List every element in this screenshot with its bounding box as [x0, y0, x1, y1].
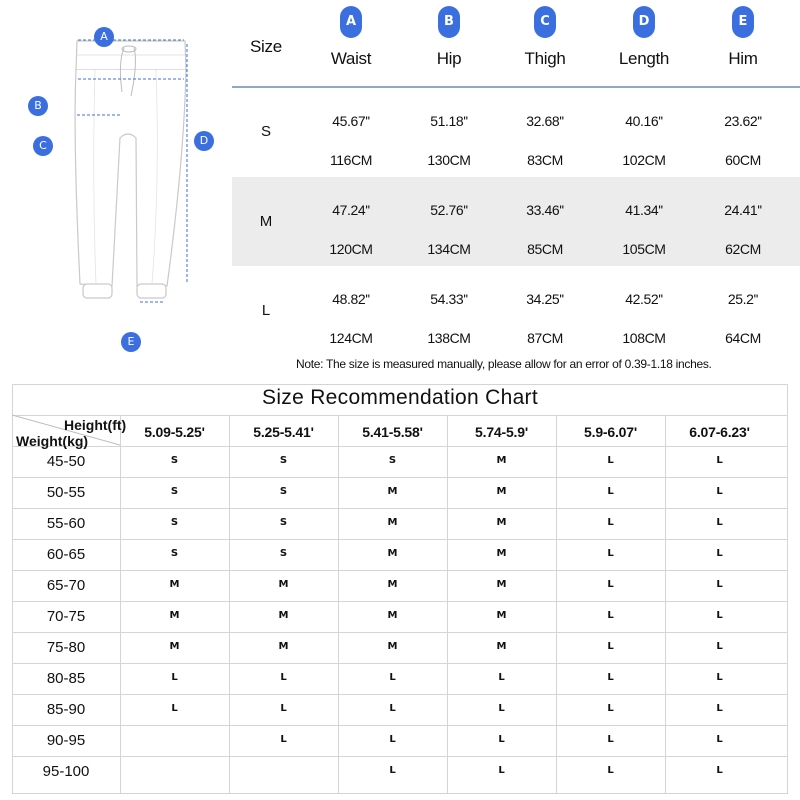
column-header-length [595, 0, 693, 69]
weight-range: 75-80 [46, 639, 86, 656]
cell-cm: 108CM [622, 330, 666, 346]
recommended-size: L [607, 517, 614, 528]
recommended-size: L [716, 610, 723, 621]
recommended-size: L [498, 765, 505, 776]
recommended-size: S [279, 455, 288, 466]
weight-range: 65-70 [46, 577, 86, 594]
column-name-length: Length [618, 49, 670, 68]
mark-c: C [33, 136, 53, 156]
weight-range: 45-50 [46, 453, 86, 470]
recommended-size: L [716, 548, 723, 559]
column-name-waist: Waist [330, 49, 372, 68]
recommended-size: M [387, 517, 398, 528]
grid-line [12, 508, 788, 509]
cell-inches: 45.67'' [332, 113, 370, 129]
cell-cm: 105CM [622, 241, 666, 257]
weight-range: 85-90 [46, 701, 86, 718]
column-letter-a: A [340, 6, 362, 38]
grid-line [12, 632, 788, 633]
cell-inches: 47.24'' [332, 202, 370, 218]
recommended-size: S [170, 548, 179, 559]
pants-illustration [0, 0, 232, 360]
mark-b: B [28, 96, 48, 116]
cell-cm: 64CM [725, 330, 761, 346]
recommended-size: S [170, 517, 179, 528]
recommended-size: M [496, 517, 507, 528]
weight-range: 50-55 [46, 484, 86, 501]
size-row-l [232, 266, 800, 355]
recommended-size: S [388, 455, 397, 466]
recommended-size: S [170, 455, 179, 466]
recommended-size: L [389, 734, 396, 745]
recommended-size: M [387, 579, 398, 590]
cell-cm: 124CM [329, 330, 373, 346]
column-name-him: Him [728, 49, 758, 68]
size-label-s: S [260, 123, 271, 140]
grid-line [12, 601, 788, 602]
recommended-size: M [496, 548, 507, 559]
recommended-size: L [389, 765, 396, 776]
recommended-size: L [607, 486, 614, 497]
cell-inches: 54.33'' [430, 291, 468, 307]
cell-inches: 42.52'' [625, 291, 663, 307]
recommended-size: L [498, 672, 505, 683]
size-label-l: L [261, 302, 271, 319]
recommended-size: L [716, 579, 723, 590]
recommended-size: S [279, 486, 288, 497]
recommended-size: L [716, 765, 723, 776]
cell-cm: 130CM [427, 152, 471, 168]
cell-inches: 24.41'' [724, 202, 762, 218]
recommended-size: L [716, 455, 723, 466]
recommended-size: M [278, 579, 289, 590]
recommended-size: L [389, 703, 396, 714]
grid-line [120, 415, 121, 794]
recommended-size: L [607, 455, 614, 466]
cell-cm: 102CM [622, 152, 666, 168]
cell-inches: 23.62'' [724, 113, 762, 129]
cell-cm: 116CM [329, 152, 373, 168]
recommended-size: M [387, 486, 398, 497]
size-row-s [232, 88, 800, 177]
recommended-size: L [716, 486, 723, 497]
height-range: 6.07-6.23' [689, 424, 750, 440]
weight-range: 60-65 [46, 546, 86, 563]
grid-line [12, 539, 788, 540]
grid-line [12, 694, 788, 695]
recommended-size: L [607, 765, 614, 776]
cell-cm: 134CM [427, 241, 471, 257]
recommended-size: L [607, 734, 614, 745]
cell-inches: 51.18'' [430, 113, 468, 129]
recommended-size: L [716, 672, 723, 683]
measurement-note: Note: The size is measured manually, please allow for an error of 0.39-1.18 inches. [296, 357, 712, 371]
cell-cm: 138CM [427, 330, 471, 346]
column-letter-d: D [633, 6, 655, 38]
weight-axis-label: Weight(kg) [16, 433, 89, 449]
recommended-size: L [607, 610, 614, 621]
cell-inches: 33.46'' [526, 202, 564, 218]
grid-line [12, 570, 788, 571]
cell-cm: 120CM [329, 241, 373, 257]
column-name-thigh: Thigh [524, 49, 566, 68]
cell-cm: 62CM [725, 241, 761, 257]
recommended-size: M [387, 548, 398, 559]
weight-range: 80-85 [46, 670, 86, 687]
size-recommendation-chart [12, 384, 788, 794]
recommended-size: L [607, 672, 614, 683]
cell-inches: 34.25'' [526, 291, 564, 307]
height-axis-label: Height(ft) [64, 417, 127, 433]
grid-line [12, 477, 788, 478]
column-letter-c: C [534, 6, 556, 38]
column-header-waist [302, 0, 400, 69]
recommended-size: M [278, 641, 289, 652]
mark-a: A [94, 27, 114, 47]
recommended-size: M [387, 610, 398, 621]
weight-range: 90-95 [46, 732, 86, 749]
recommended-size: L [498, 703, 505, 714]
recommended-size: M [169, 579, 180, 590]
recommended-size: M [169, 641, 180, 652]
height-range: 5.74-5.9' [475, 424, 528, 440]
height-range: 5.09-5.25' [144, 424, 205, 440]
height-range: 5.41-5.58' [362, 424, 423, 440]
recommended-size: M [496, 579, 507, 590]
mark-d: D [194, 131, 214, 151]
recommended-size: S [279, 548, 288, 559]
column-letter-e: E [732, 6, 754, 38]
height-range: 5.25-5.41' [253, 424, 314, 440]
cell-cm: 85CM [527, 241, 563, 257]
cell-cm: 60CM [725, 152, 761, 168]
recommended-size: L [607, 703, 614, 714]
recommended-size: L [716, 517, 723, 528]
grid-line [12, 725, 788, 726]
mark-e: E [121, 332, 141, 352]
recommended-size: L [171, 703, 178, 714]
recommended-size: M [496, 610, 507, 621]
cell-inches: 41.34'' [625, 202, 663, 218]
recommended-size: M [496, 455, 507, 466]
grid-line [12, 663, 788, 664]
recommended-size: S [170, 486, 179, 497]
cell-inches: 25.2'' [727, 291, 759, 307]
recommended-size: L [389, 672, 396, 683]
column-letter-b: B [438, 6, 460, 38]
recommended-size: L [716, 703, 723, 714]
cell-inches: 32.68'' [526, 113, 564, 129]
recommended-size: L [171, 672, 178, 683]
recommended-size: L [607, 641, 614, 652]
chart-title: Size Recommendation Chart [262, 386, 538, 409]
column-header-thigh [496, 0, 594, 69]
height-range: 5.9-6.07' [584, 424, 637, 440]
size-column-header: Size [250, 37, 282, 56]
cell-inches: 48.82'' [332, 291, 370, 307]
recommended-size: S [279, 517, 288, 528]
recommended-size: L [716, 734, 723, 745]
cell-inches: 40.16'' [625, 113, 663, 129]
column-name-hip: Hip [436, 49, 462, 68]
recommended-size: L [607, 579, 614, 590]
grid-line [12, 446, 788, 447]
size-table [232, 0, 800, 371]
size-row-m [232, 177, 800, 266]
size-label-m: M [259, 213, 273, 230]
recommended-size: L [280, 734, 287, 745]
column-header-him [694, 0, 792, 69]
recommended-size: M [169, 610, 180, 621]
cell-inches: 52.76'' [430, 202, 468, 218]
grid-line [12, 415, 788, 416]
cell-cm: 83CM [527, 152, 563, 168]
weight-range: 95-100 [42, 763, 90, 780]
column-header-hip [400, 0, 498, 69]
grid-line [12, 756, 788, 757]
recommended-size: M [278, 610, 289, 621]
recommended-size: M [387, 641, 398, 652]
weight-range: 55-60 [46, 515, 86, 532]
recommended-size: M [496, 486, 507, 497]
weight-range: 70-75 [46, 608, 86, 625]
recommended-size: M [496, 641, 507, 652]
cell-cm: 87CM [527, 330, 563, 346]
recommended-size: L [280, 672, 287, 683]
recommended-size: L [280, 703, 287, 714]
recommended-size: L [498, 734, 505, 745]
recommended-size: L [716, 641, 723, 652]
pants-diagram [0, 0, 232, 360]
recommended-size: L [607, 548, 614, 559]
